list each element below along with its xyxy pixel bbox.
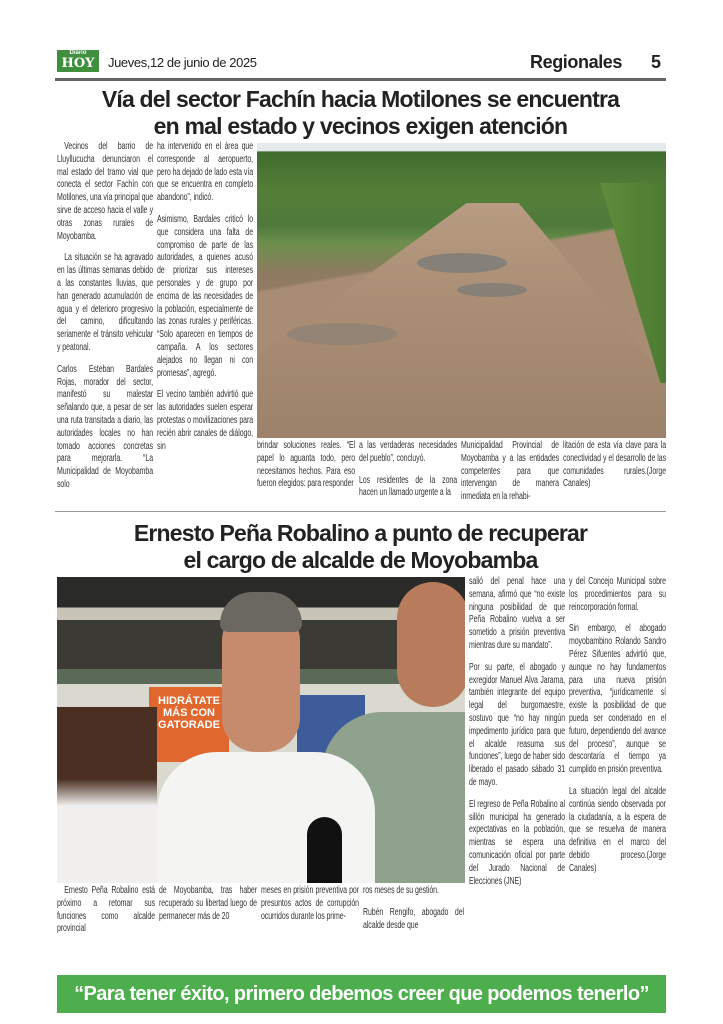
paragraph: La situación se ha agravado en las últimas semanas debido a las constantes lluvias, que han generado acumulación de agua y el deterioro progresivo del camino, dificultando seriamente el tránsito vehicular y peatonal. — [57, 252, 154, 353]
man-green-shirt-head — [397, 582, 465, 707]
article1-column-5 — [461, 440, 559, 513]
article1-column-2 — [157, 141, 253, 462]
article1-headline — [55, 86, 666, 140]
paragraph: a las verdaderas necesidades del pueblo”, concluyó. — [359, 440, 457, 464]
article1-column-1 — [57, 141, 153, 501]
quote-banner: “Para tener éxito, primero debemos creer que podemos tenerlo” — [57, 975, 666, 1013]
article-divider — [55, 511, 666, 512]
newspaper-logo — [57, 50, 99, 72]
article2-headline — [55, 520, 666, 574]
poster-text: HIDRÁTATE MÁS CON GATORADE — [158, 695, 220, 731]
paragraph: Rubén Rengifo, abogado del alcalde desde que — [363, 906, 465, 931]
article2-column-2 — [159, 885, 257, 932]
puddle — [417, 253, 507, 273]
paragraph: Por su parte, el abogado y exregidor Manuel Alva Jarama, también integrante del equipo legal del burgomaestre, sostuvo que “no hay ningún impedimento jurídico para que el alcalde reasuma sus funciones”, luego de haber sido liberado el pasado sábado 31 de mayo. — [469, 661, 566, 788]
paragraph: y del Concejo Municipal sobre los procedimientos para su reincorporación formal. — [569, 576, 666, 613]
paragraph: El vecino también advirtió que las autoridades suelen esperar protestas o movilizaciones para recién abrir canales de diálogo, sin — [157, 389, 254, 452]
road-photo — [257, 143, 666, 438]
mayor-photo — [57, 577, 465, 883]
section-name: Regionales — [530, 52, 623, 72]
paragraph: litación de esta vía clave para la conectividad y el desarrollo de las comunidades rurales.(Jorge Canales) — [563, 440, 667, 490]
paragraph: Carlos Esteban Bardales Rojas, morador del sector, manifestó su malestar señalando que, a pesar de ser una ruta transitada a diario, las autoridades locales no han tomado acciones concretas para mejorarla. “La Municipalidad de Moyobamba solo — [57, 363, 154, 490]
article1-column-3 — [257, 440, 355, 500]
headline-line: el cargo de alcalde de Moyobamba — [183, 547, 538, 573]
paragraph: meses en prisión preventiva por presuntos actos de corrupción ocurridos durante los prime- — [261, 885, 359, 922]
woman-figure — [57, 707, 157, 883]
article2-column-3 — [261, 885, 359, 932]
paragraph: Los residentes de la zona hacen un llamado urgente a la — [359, 474, 457, 499]
article2-column-4 — [363, 885, 464, 941]
paragraph: El regreso de Peña Robalino al sillón municipal ha generado expectativas en la población, mientras se espera una comunicación oficial por parte del Jurado Nacional de Elecciones (JNE) — [469, 798, 566, 887]
paragraph: Vecinos del barrio de Lluyllucucha denunciaron el mal estado del tramo vial que conecta el sector Fachín con Motilones, una vía principal que sirve de acceso hacia el valle y otras zonas rurales de Moyobamba. — [57, 141, 154, 242]
headline-line: Vía del sector Fachín hacia Motilones se encuentra — [101, 86, 620, 112]
page-number: 5 — [651, 52, 662, 72]
article2-column-1 — [57, 885, 155, 945]
microphone-icon — [307, 817, 342, 883]
dirt-road — [257, 203, 666, 438]
paragraph: La situación legal del alcalde continúa siendo observada por la ciudadanía, a la espera de que se resuelva de manera definitiva en el marco del debido proceso.(Jorge Canales) — [569, 785, 666, 874]
paragraph: salió del penal hace una semana, afirmó que “no existe ninguna posibilidad de que Peña Robalino vuelva a ser sometido a prisión preventiva mientras dure su mandato”. — [469, 576, 566, 651]
man-white-shirt — [157, 752, 375, 883]
logo-main-text: HOY — [61, 56, 95, 71]
article2-column-5 — [469, 576, 565, 897]
article1-column-6 — [563, 440, 666, 500]
paragraph: Asimismo, Bardales criticó lo que considera una falta de compromiso de parte de las autoridades, a quienes acusó de priorizar sus intereses personales y de grupo por encima de las necesidades de la población, especialmente de las zonas rurales y periféricas. “Solo aparecen en tiempos de campaña. A los sectores alejados no llegan ni con promesas”, agregó. — [157, 213, 254, 379]
puddle — [457, 283, 527, 297]
article2-column-6 — [569, 576, 666, 885]
paragraph: ha intervenido en el área que corresponde al aeropuerto, pero ha dejado de lado esta vía que se encuentra en completo abandono”, indicó. — [157, 141, 254, 204]
logo-top-text: Diario — [69, 50, 87, 56]
gatorade-poster — [149, 687, 229, 762]
header-rule — [55, 78, 666, 81]
paragraph: Ernesto Peña Robalino está próximo a retomar sus funciones como alcalde provincial — [57, 885, 155, 935]
paragraph: brindar soluciones reales. “El papel lo aguanta todo, pero necesitamos hechos. Para eso fueron elegidos: para responder — [257, 440, 355, 490]
paragraph: ros meses de su gestión. — [363, 885, 439, 896]
article1-column-4 — [359, 440, 457, 509]
puddle — [287, 323, 397, 345]
headline-line: Ernesto Peña Robalino a punto de recuperar — [133, 520, 588, 546]
headline-line: en mal estado y vecinos exigen atención — [153, 113, 568, 139]
paragraph: Sin embargo, el abogado moyobambino Rolando Sandro Pérez Sifuentes advirtió que, aunque no hay fundamentos para una nueva prisión preventiva, “jurídicamente sí existe la posibilidad de que pueda ser condenado en el futuro, dependiendo del avance del proceso”, aunque se descontaría el tiempo ya cumplido en prisión preventiva. — [569, 623, 666, 776]
issue-date: Jueves,12 de junio de 2025 — [108, 55, 257, 70]
paragraph: Municipalidad Provincial de Moyobamba y a las entidades competentes para que intervengan de manera inmediata en la rehabi- — [461, 440, 559, 503]
paragraph: de Moyobamba, tras haber recuperado su libertad luego de permanecer más de 20 — [159, 885, 257, 922]
hair — [220, 592, 302, 632]
